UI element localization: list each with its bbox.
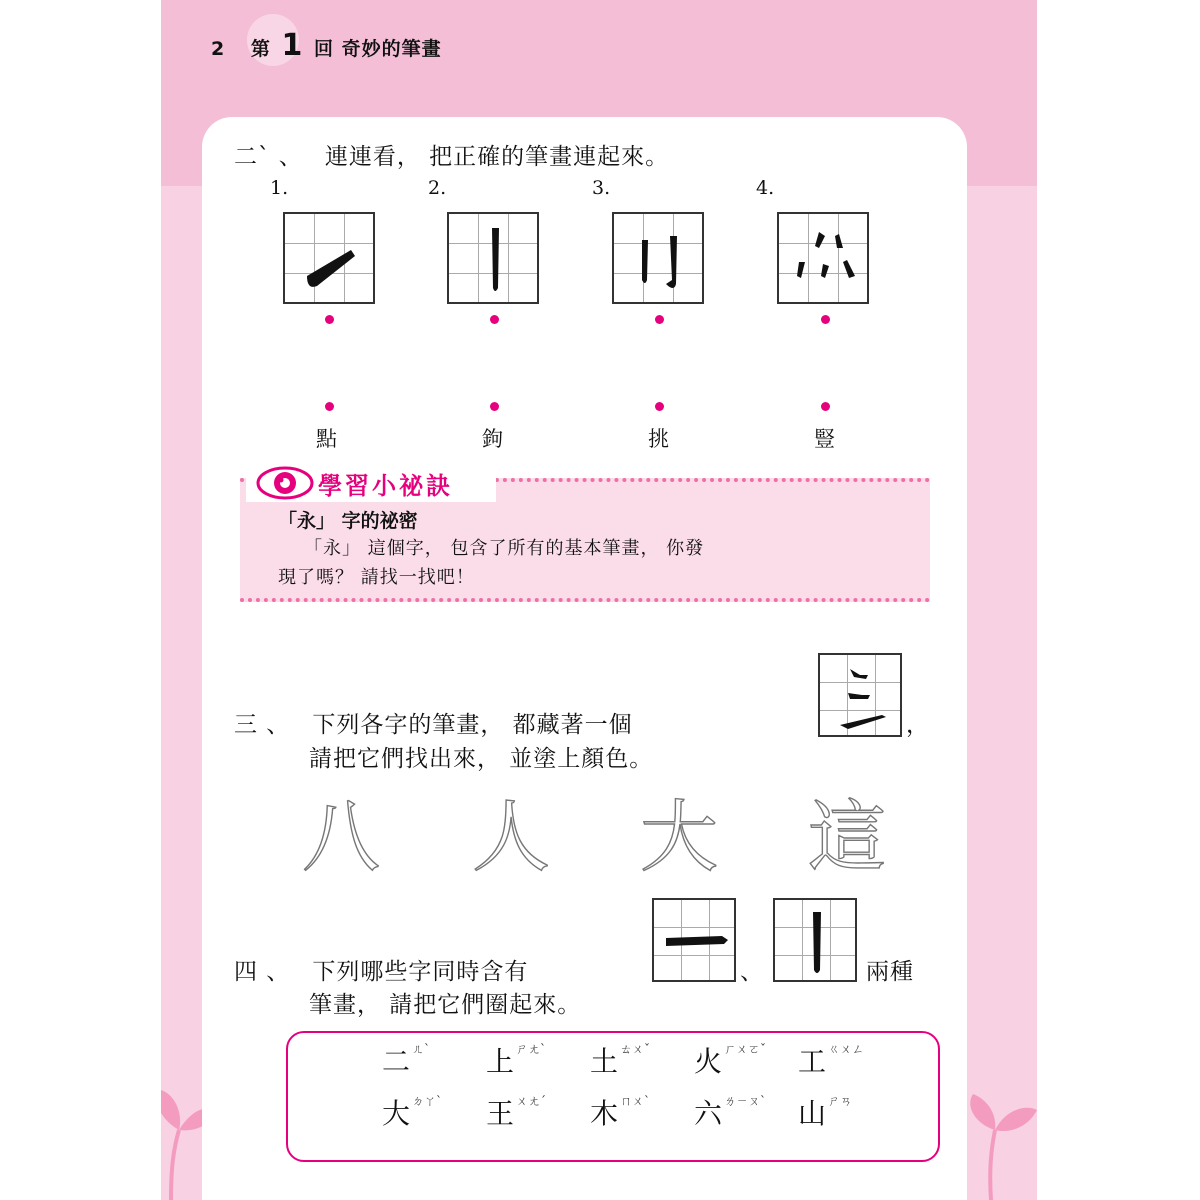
page-header <box>211 28 442 63</box>
match-dot-top-4[interactable] <box>821 315 830 324</box>
vertical-stroke-icon-2 <box>775 900 859 984</box>
section4-separator: 、 <box>740 959 764 985</box>
tip-title: 學習小祕訣 <box>318 472 453 500</box>
match-dot-top-2[interactable] <box>490 315 499 324</box>
answer-char-4[interactable] <box>694 1040 766 1080</box>
three-strokes-icon <box>820 655 904 739</box>
section3-text-line1: 下列各字的筆畫， 都藏著一個 <box>312 712 633 738</box>
char: 上 <box>486 1045 515 1078</box>
zhuyin: ㄨㄤˊ <box>516 1094 547 1108</box>
answer-char-8[interactable] <box>590 1092 650 1132</box>
zhuyin: ㄉㄚˋ <box>412 1094 443 1108</box>
zhuyin: ㄦˋ <box>412 1042 431 1056</box>
zhuyin: ㄍㄨㄥ <box>828 1042 865 1056</box>
target-stroke-box <box>818 653 902 737</box>
char: 工 <box>798 1045 827 1078</box>
answer-char-9[interactable] <box>694 1092 766 1132</box>
item-number-3: 3. <box>592 177 611 199</box>
answer-char-7[interactable] <box>486 1092 546 1132</box>
eye-icon <box>256 464 314 502</box>
section3-line1-end: ， <box>906 712 930 738</box>
section4-line1-end: 兩種 <box>866 959 914 985</box>
rising-stroke-icon <box>285 214 377 306</box>
match-dot-bottom-4[interactable] <box>821 402 830 411</box>
answer-char-5[interactable] <box>798 1040 864 1080</box>
lesson-title: 回 奇妙的筆畫 <box>314 38 442 60</box>
section4-question-line2: 筆畫， 請把它們圈起來。 <box>309 992 582 1018</box>
horizontal-stroke-box <box>652 898 736 982</box>
zhuyin: ㄕㄤˋ <box>516 1042 547 1056</box>
section2-text: 連連看， 把正確的筆畫連起來。 <box>324 144 670 170</box>
char: 二 <box>382 1045 411 1078</box>
char: 六 <box>694 1097 723 1130</box>
item-number-4: 4. <box>756 177 775 199</box>
tip-body-line2: 現了嗎？ 請找一找吧！ <box>278 567 475 588</box>
outline-char-1[interactable]: 八 <box>302 793 381 883</box>
answer-char-10[interactable] <box>798 1092 852 1132</box>
vertical-stroke-box <box>773 898 857 982</box>
zhuyin: ㄕㄢ <box>828 1094 853 1108</box>
char: 土 <box>590 1045 619 1078</box>
section2-index: 二ˋ 、 <box>234 144 303 170</box>
stroke-box-3 <box>612 212 704 304</box>
char: 火 <box>694 1045 723 1078</box>
char: 王 <box>486 1097 515 1130</box>
match-dot-top-3[interactable] <box>655 315 664 324</box>
answer-char-6[interactable] <box>382 1092 442 1132</box>
match-dot-top-1[interactable] <box>325 315 334 324</box>
match-dot-bottom-1[interactable] <box>325 402 334 411</box>
section3-question-line1 <box>234 708 633 742</box>
char: 山 <box>798 1097 827 1130</box>
zhuyin: ㄊㄨˇ <box>620 1042 651 1056</box>
horizontal-stroke-icon <box>654 900 738 984</box>
stroke-box-2 <box>447 212 539 304</box>
lesson-prefix: 第 <box>250 38 271 60</box>
section2-question <box>234 140 669 174</box>
item-number-2: 2. <box>428 177 447 199</box>
item-number-1: 1. <box>270 177 289 199</box>
section4-index: 四 、 <box>234 959 291 985</box>
char: 木 <box>590 1097 619 1130</box>
char: 大 <box>382 1097 411 1130</box>
page-number: 2 <box>211 38 226 60</box>
answer-char-1[interactable] <box>382 1040 430 1080</box>
section3-question-line2: 請把它們找出來， 並塗上顏色。 <box>309 746 654 772</box>
stroke-label-4: 豎 <box>814 427 835 451</box>
zhuyin: ㄌㄧㄡˋ <box>724 1094 767 1108</box>
section4-question-line1 <box>234 955 528 989</box>
answer-char-2[interactable] <box>486 1040 546 1080</box>
tip-subtitle: 「永」 字的祕密 <box>278 510 418 532</box>
stroke-box-4 <box>777 212 869 304</box>
outline-char-3[interactable]: 大 <box>640 793 719 883</box>
stroke-label-2: 鉤 <box>482 427 503 451</box>
dot-strokes-icon <box>779 214 871 306</box>
vertical-stroke-icon <box>449 214 541 306</box>
stroke-label-3: 挑 <box>648 427 669 451</box>
section4-text-line1: 下列哪些字同時含有 <box>312 959 529 985</box>
stroke-box-1 <box>283 212 375 304</box>
outline-char-2[interactable]: 人 <box>472 793 551 883</box>
zhuyin: ㄏㄨㄛˇ <box>724 1042 767 1056</box>
hook-strokes-icon <box>614 214 706 306</box>
match-dot-bottom-2[interactable] <box>490 402 499 411</box>
outline-char-4[interactable]: 這 <box>808 793 887 883</box>
match-dot-bottom-3[interactable] <box>655 402 664 411</box>
zhuyin: ㄇㄨˋ <box>620 1094 651 1108</box>
lesson-number: 1 <box>281 28 304 63</box>
stroke-label-1: 點 <box>316 427 337 451</box>
answer-char-3[interactable] <box>590 1040 650 1080</box>
tip-body-line1: 「永」 這個字， 包含了所有的基本筆畫， 你發 <box>304 538 705 559</box>
section3-index: 三 、 <box>234 712 291 738</box>
